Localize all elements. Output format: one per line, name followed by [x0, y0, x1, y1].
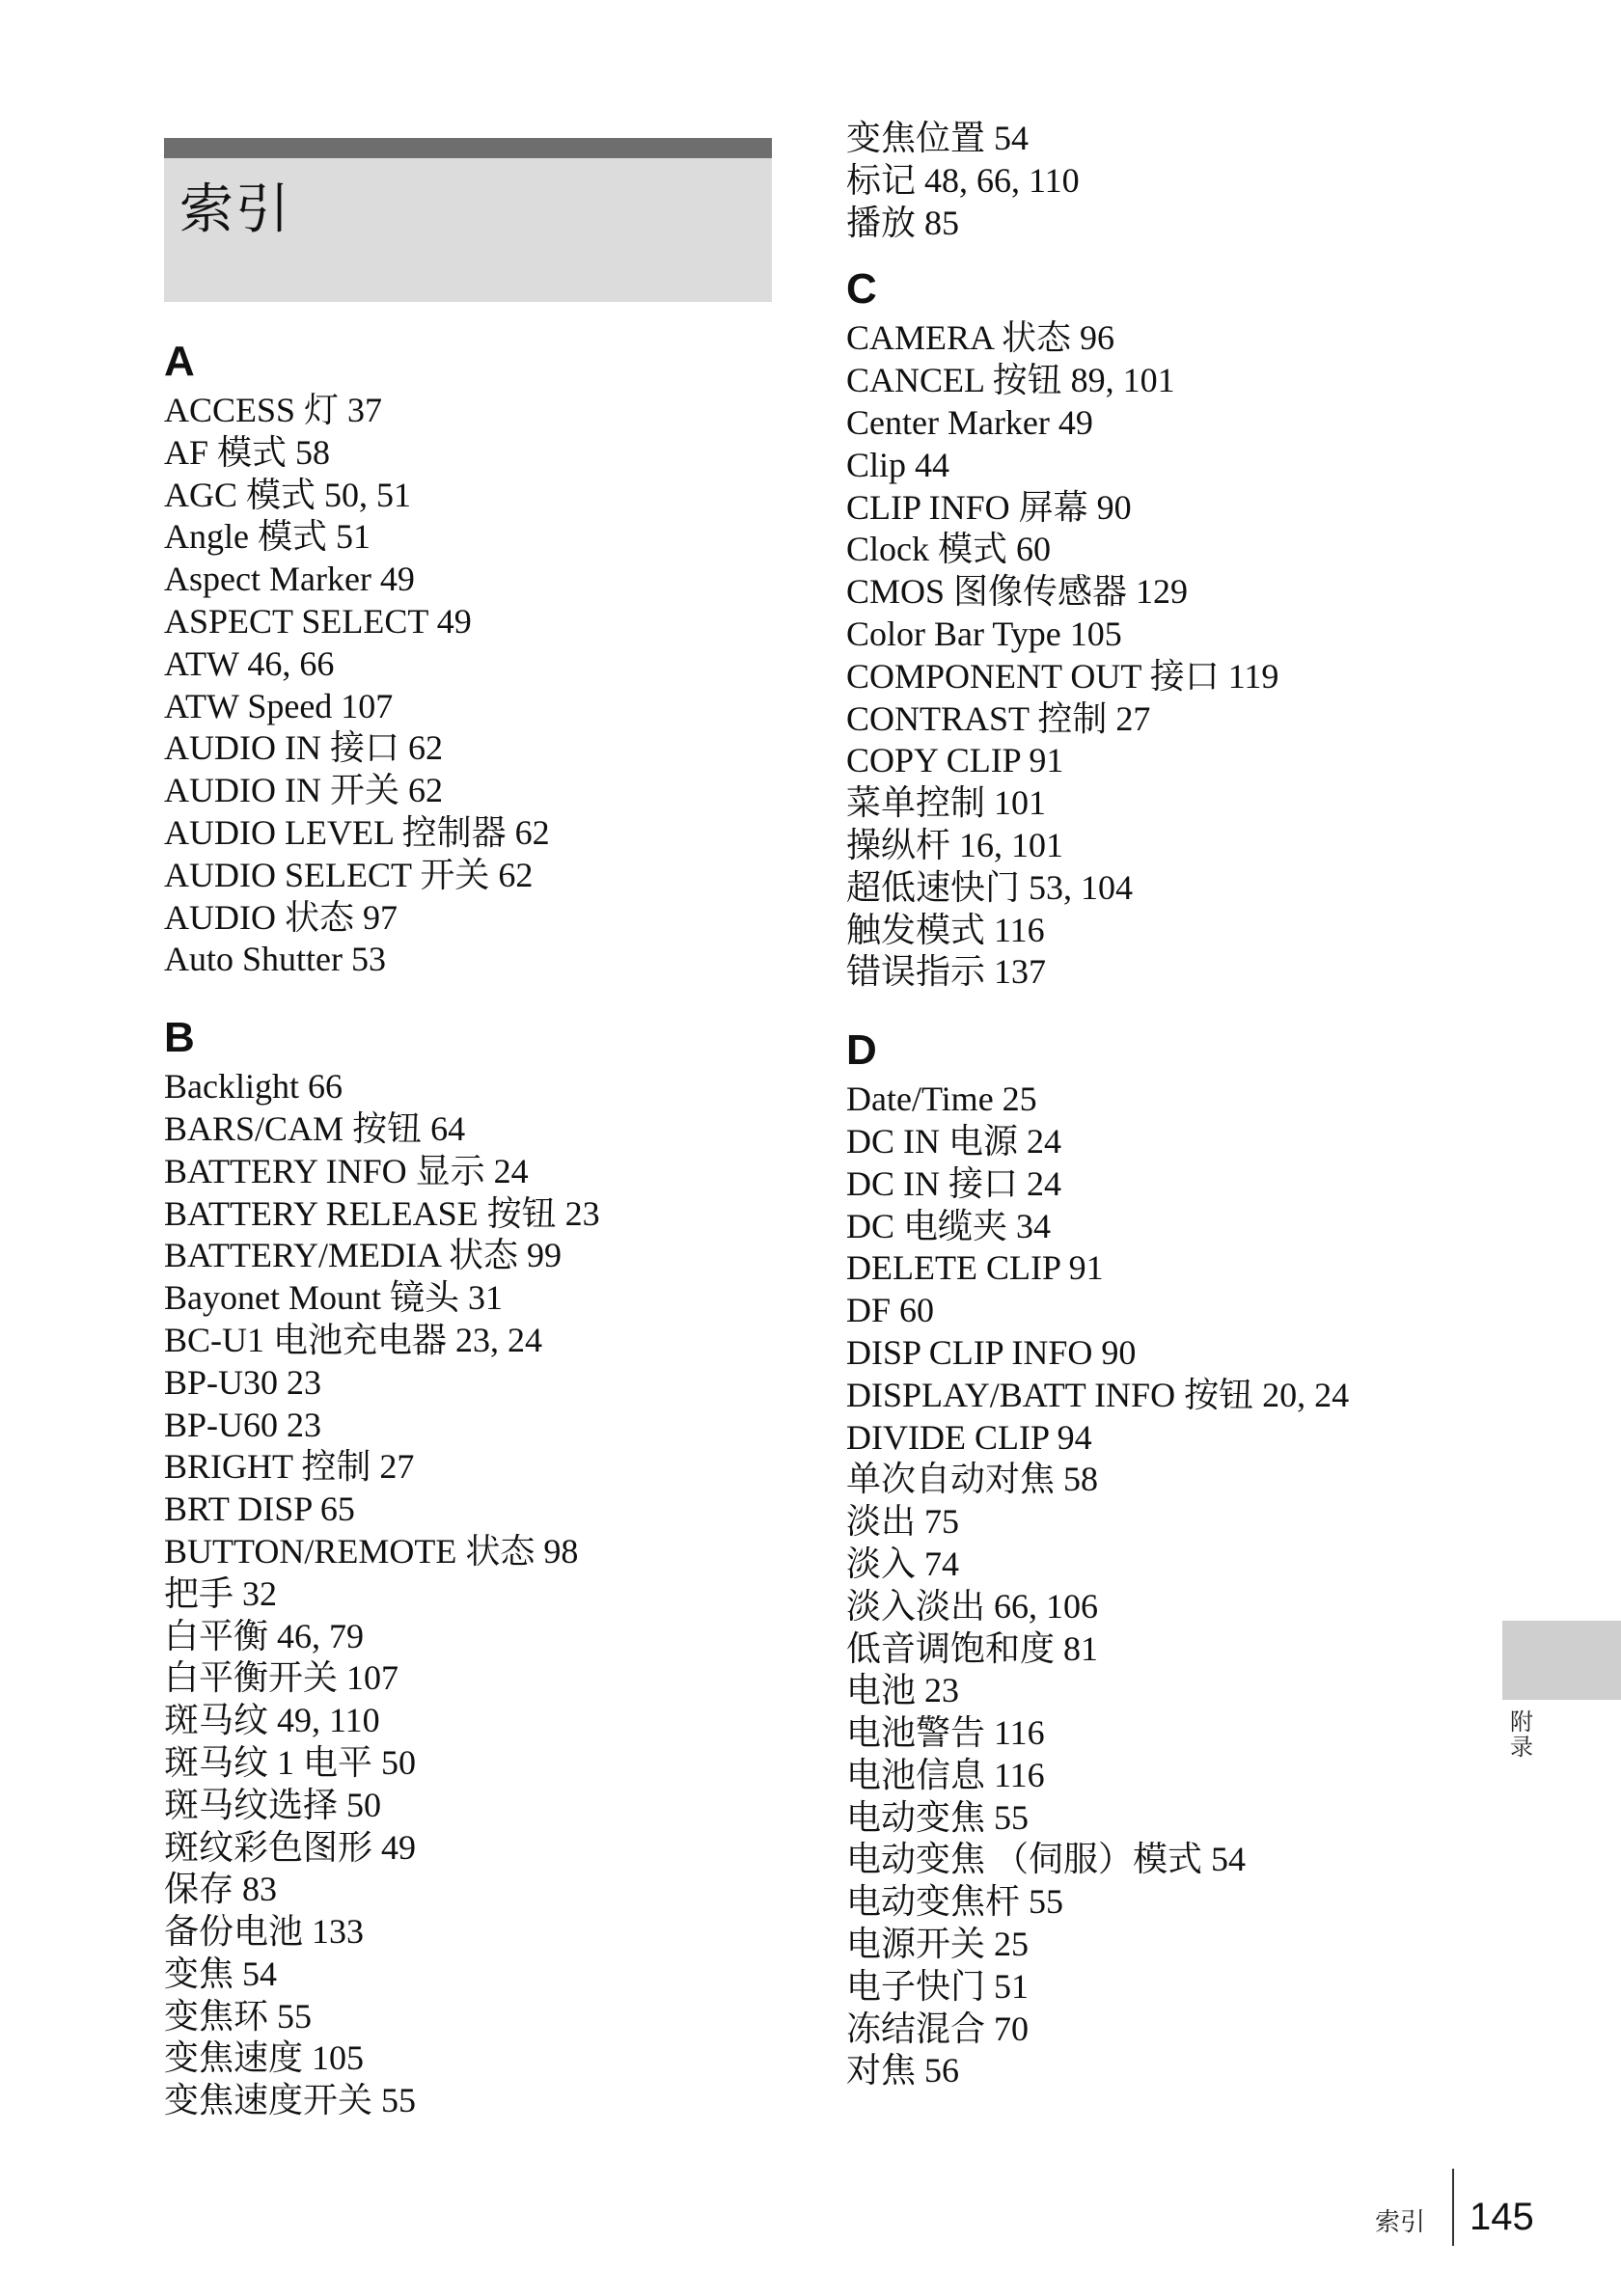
page-number: 145 — [1470, 2196, 1534, 2238]
index-entry: 操纵杆 16, 101 — [846, 825, 1064, 864]
appendix-side-tab — [1502, 1621, 1621, 1700]
index-entry: Color Bar Type 105 — [846, 614, 1122, 653]
index-entry: 冻结混合 70 — [846, 2009, 1030, 2048]
page-title: 索引 — [179, 178, 291, 241]
index-entry: DC IN 接口 24 — [846, 1163, 1061, 1203]
index-entry: AGC 模式 50, 51 — [164, 475, 412, 514]
index-entry: 变焦速度开关 55 — [164, 2081, 417, 2120]
index-entry: 电池警告 116 — [846, 1713, 1045, 1753]
index-entry: 标记 48, 66, 110 — [846, 160, 1080, 200]
index-entry: 淡出 75 — [846, 1502, 960, 1542]
index-entry: 斑马纹选择 50 — [164, 1785, 382, 1824]
index-entry: DISP CLIP INFO 90 — [846, 1332, 1137, 1372]
index-entry: 电源开关 25 — [846, 1925, 1030, 1964]
index-entry: BRT DISP 65 — [164, 1490, 355, 1529]
index-entry: AF 模式 58 — [164, 432, 331, 472]
index-entry: 单次自动对焦 58 — [846, 1460, 1099, 1499]
index-entry: 斑马纹 49, 110 — [164, 1701, 380, 1740]
section-gap — [164, 981, 782, 1014]
section-gap — [846, 994, 1464, 1026]
index-entry: DELETE CLIP 91 — [846, 1248, 1104, 1288]
index-entry: BATTERY/MEDIA 状态 99 — [164, 1236, 563, 1275]
index-entry: Clip 44 — [846, 445, 950, 484]
index-entry: 电池 23 — [846, 1671, 960, 1710]
index-entry: DISPLAY/BATT INFO 按钮 20, 24 — [846, 1375, 1350, 1414]
index-entry: Clock 模式 60 — [846, 530, 1051, 569]
index-column-right — [846, 118, 1464, 2092]
title-accent-bar — [164, 138, 772, 158]
index-entry: BUTTON/REMOTE 状态 98 — [164, 1531, 579, 1571]
index-title-block — [164, 138, 772, 302]
section-gap — [846, 244, 1464, 265]
index-entry: Aspect Marker 49 — [164, 560, 415, 599]
index-entry: 备份电池 133 — [164, 1912, 365, 1952]
index-entry: DC 电缆夹 34 — [846, 1206, 1052, 1245]
footer-divider — [1452, 2169, 1454, 2246]
index-entry: AUDIO LEVEL 控制器 62 — [164, 812, 550, 852]
section-letter: B — [164, 1014, 195, 1062]
index-entry: BATTERY RELEASE 按钮 23 — [164, 1193, 600, 1233]
index-entry: Backlight 66 — [164, 1067, 343, 1107]
index-entry: 电池信息 116 — [846, 1755, 1045, 1794]
index-entry: 菜单控制 101 — [846, 783, 1047, 823]
index-entry: CLIP INFO 屏幕 90 — [846, 487, 1132, 527]
index-entry: 变焦环 55 — [164, 1996, 313, 2036]
index-entry: 保存 83 — [164, 1870, 278, 1909]
index-entry: COPY CLIP 91 — [846, 741, 1064, 780]
index-entry: ASPECT SELECT 49 — [164, 601, 472, 641]
footer-section-label: 索引 — [1375, 2208, 1426, 2237]
index-entry: Center Marker 49 — [846, 402, 1093, 442]
index-entry: BP-U30 23 — [164, 1362, 322, 1402]
index-entry: CAMERA 状态 96 — [846, 318, 1115, 358]
index-entry: AUDIO 状态 97 — [164, 897, 398, 937]
section-letter: D — [846, 1026, 877, 1075]
index-entry: Bayonet Mount 镜头 31 — [164, 1278, 503, 1318]
index-entry: 变焦位置 54 — [846, 119, 1030, 157]
index-entry: 电子快门 51 — [846, 1966, 1030, 2006]
index-entry: AUDIO IN 开关 62 — [164, 771, 443, 810]
index-entry: DC IN 电源 24 — [846, 1121, 1061, 1161]
appendix-side-label: 附录 — [1510, 1708, 1533, 1761]
index-entry: Date/Time 25 — [846, 1080, 1037, 1119]
index-entry: 淡入 74 — [846, 1544, 960, 1583]
index-entry: 斑马纹 1 电平 50 — [164, 1742, 417, 1782]
index-entry: AUDIO IN 接口 62 — [164, 728, 443, 768]
index-entry: AUDIO SELECT 开关 62 — [164, 855, 534, 894]
index-entry: Angle 模式 51 — [164, 517, 371, 557]
index-section — [164, 338, 782, 981]
index-entry: 白平衡 46, 79 — [164, 1616, 365, 1655]
index-entry: COMPONENT OUT 接口 119 — [846, 656, 1279, 696]
index-entry: 超低速快门 53, 104 — [846, 867, 1134, 907]
index-entry: 变焦 54 — [164, 1954, 278, 1993]
index-entry: 电动变焦杆 55 — [846, 1882, 1064, 1922]
index-section — [846, 1026, 1464, 2092]
index-entry: BC-U1 电池充电器 23, 24 — [164, 1320, 543, 1359]
index-entry: 把手 32 — [164, 1573, 278, 1613]
index-entry: 变焦速度 105 — [164, 2038, 365, 2078]
index-entry: BATTERY INFO 显示 24 — [164, 1151, 529, 1190]
index-section — [164, 1014, 782, 2122]
index-entry: DIVIDE CLIP 94 — [846, 1417, 1092, 1457]
index-entry: 错误指示 137 — [846, 952, 1047, 992]
index-entry: BP-U60 23 — [164, 1405, 322, 1444]
index-continued — [846, 118, 1464, 244]
index-entry: 对焦 56 — [846, 2051, 960, 2091]
index-entry: BARS/CAM 按钮 64 — [164, 1108, 466, 1148]
index-entry: ACCESS 灯 37 — [164, 391, 383, 429]
index-entry: CONTRAST 控制 27 — [846, 698, 1151, 738]
index-entry: DF 60 — [846, 1291, 935, 1330]
index-entry: 电动变焦 （伺服）模式 54 — [846, 1840, 1247, 1879]
index-entry: 播放 85 — [846, 203, 960, 242]
section-letter: A — [164, 338, 195, 385]
index-entry: 低音调饱和度 81 — [846, 1628, 1099, 1668]
index-entry: ATW Speed 107 — [164, 686, 394, 725]
index-entry: 淡入淡出 66, 106 — [846, 1586, 1099, 1626]
index-entry: 触发模式 116 — [846, 910, 1045, 949]
index-entry: 斑纹彩色图形 49 — [164, 1827, 417, 1867]
index-column-left — [164, 338, 782, 2122]
index-entry: Auto Shutter 53 — [164, 940, 386, 979]
index-entry: 电动变焦 55 — [846, 1797, 1030, 1837]
index-entry: CMOS 图像传感器 129 — [846, 572, 1189, 612]
index-entry: CANCEL 按钮 89, 101 — [846, 361, 1175, 400]
index-entry: BRIGHT 控制 27 — [164, 1447, 415, 1487]
index-entry: 白平衡开关 107 — [164, 1658, 399, 1698]
index-entry: ATW 46, 66 — [164, 643, 335, 683]
index-section — [846, 265, 1464, 994]
section-letter: C — [846, 265, 877, 314]
